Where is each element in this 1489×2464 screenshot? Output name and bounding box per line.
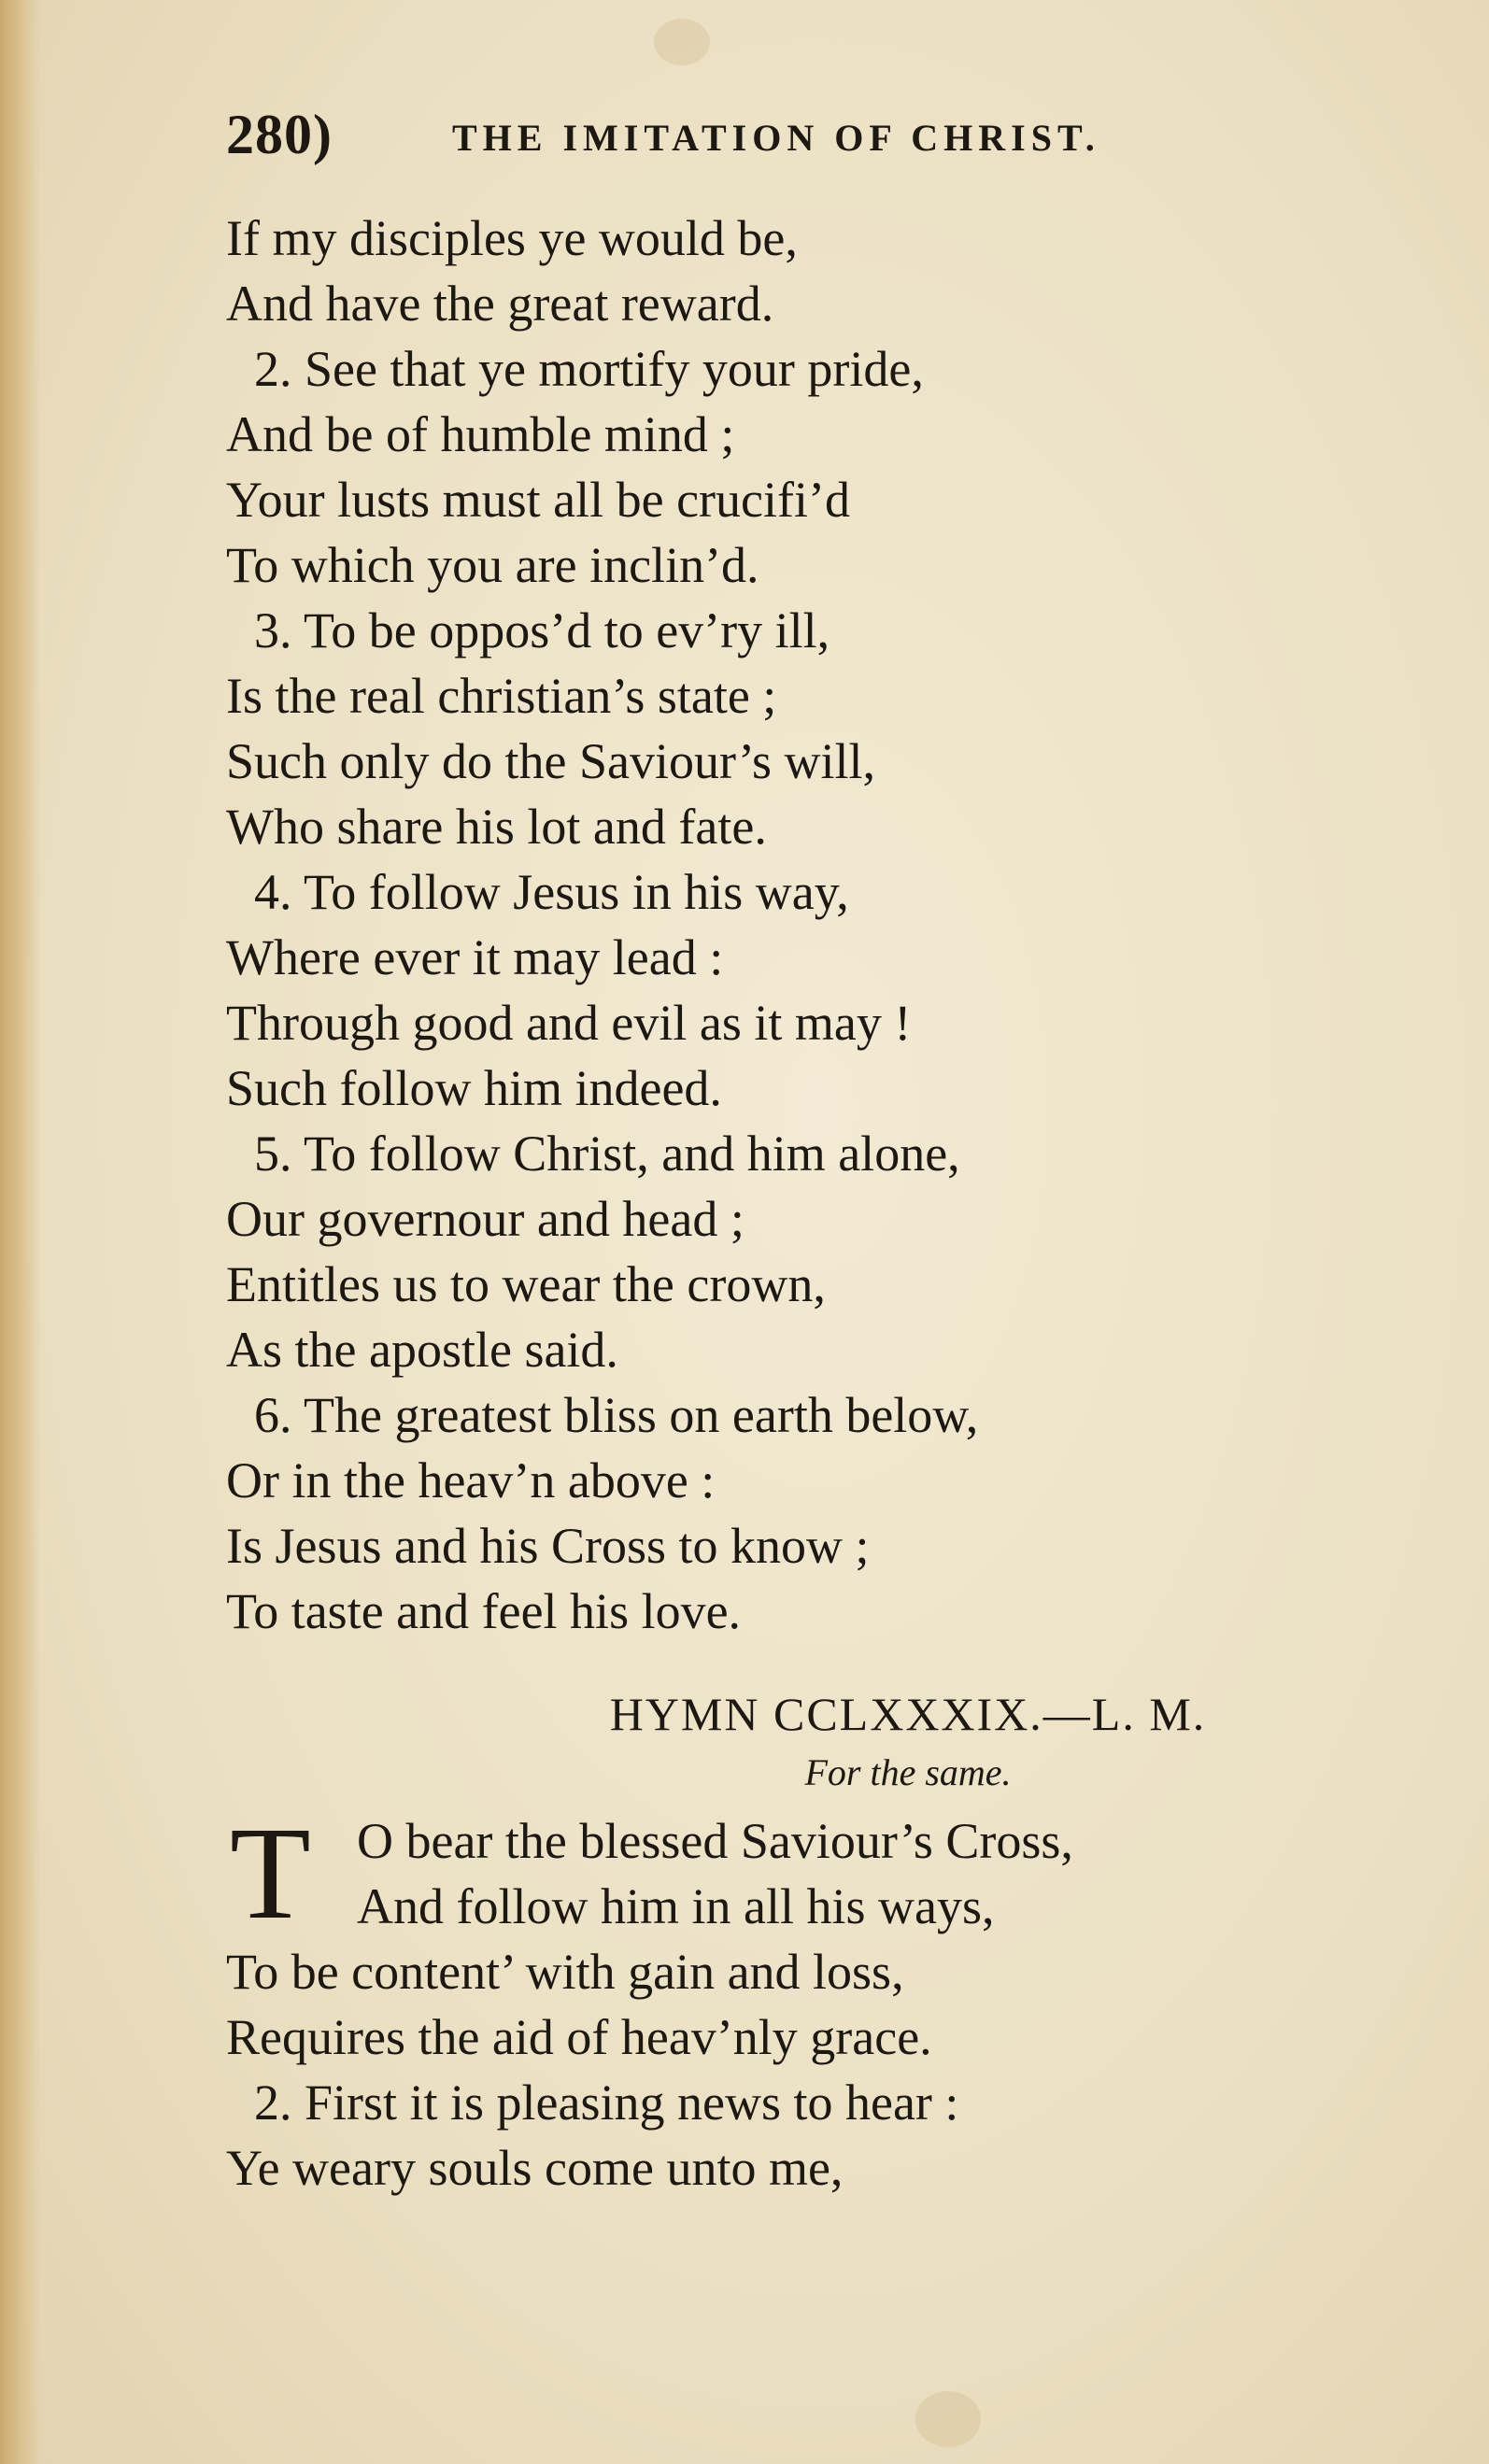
- verse-line: And follow him in all his ways,: [357, 1878, 995, 1934]
- verse-line: To taste and feel his love.: [226, 1583, 742, 1639]
- verse-line: 2. See that ye mortify your pride,: [254, 341, 924, 397]
- verse-line: Our governour and head ;: [226, 1191, 744, 1247]
- verse-line: Is Jesus and his Cross to know ;: [226, 1518, 870, 1574]
- drop-cap: T: [230, 1799, 311, 1947]
- verse-line: If my disciples ye would be,: [226, 210, 798, 266]
- verse-line: Entitles us to wear the crown,: [226, 1256, 826, 1312]
- paper-stain: [654, 19, 710, 65]
- verse-line: And have the great reward.: [226, 276, 774, 332]
- paper-stain: [915, 2391, 981, 2447]
- verse-line: 3. To be oppos’d to ev’ry ill,: [254, 602, 830, 658]
- hymn-title: HYMN CCLXXXIX.—L. M.: [609, 1688, 1207, 1740]
- verse-line: To be content’ with gain and loss,: [226, 1944, 904, 2000]
- page-header: [226, 103, 1403, 205]
- verse-line: Or in the heav’n above :: [226, 1452, 716, 1508]
- verse-line: Ye weary souls come unto me,: [226, 2140, 844, 2196]
- verse-line: Your lusts must all be crucifi’d: [226, 472, 850, 528]
- verse-line: Through good and evil as it may !: [226, 995, 912, 1051]
- new-hymn: [226, 1799, 1403, 2201]
- verse-line: As the apostle said.: [226, 1322, 618, 1378]
- verse-line: To which you are inclin’d.: [226, 537, 759, 593]
- verse-line: 2. First it is pleasing news to hear :: [254, 2075, 959, 2131]
- verse-line: Where ever it may lead :: [226, 929, 724, 985]
- verse-line: Requires the aid of heav’nly grace.: [226, 2009, 932, 2065]
- page-number: 280): [226, 104, 333, 165]
- verse-line: 6. The greatest bliss on earth below,: [254, 1387, 979, 1443]
- page-spine-shadow: [0, 0, 41, 2464]
- verse-line: 5. To follow Christ, and him alone,: [254, 1126, 960, 1182]
- verse-line: Is the real christian’s state ;: [226, 668, 777, 724]
- verse-line: Who share his lot and fate.: [226, 799, 767, 855]
- verse-line: Such only do the Saviour’s will,: [226, 733, 875, 789]
- continued-hymn: [226, 205, 1403, 1644]
- verse-line: And be of humble mind ;: [226, 406, 735, 462]
- verse-line: Such follow him indeed.: [226, 1060, 722, 1116]
- running-title: THE IMITATION OF CHRIST.: [452, 117, 1100, 159]
- book-page: [226, 103, 1403, 2201]
- verse-line: 4. To follow Jesus in his way,: [254, 864, 849, 920]
- verse-line: O bear the blessed Saviour’s Cross,: [357, 1813, 1073, 1869]
- new-hymn-lines: [226, 1799, 1403, 2201]
- hymn-subtitle: For the same.: [804, 1751, 1012, 1793]
